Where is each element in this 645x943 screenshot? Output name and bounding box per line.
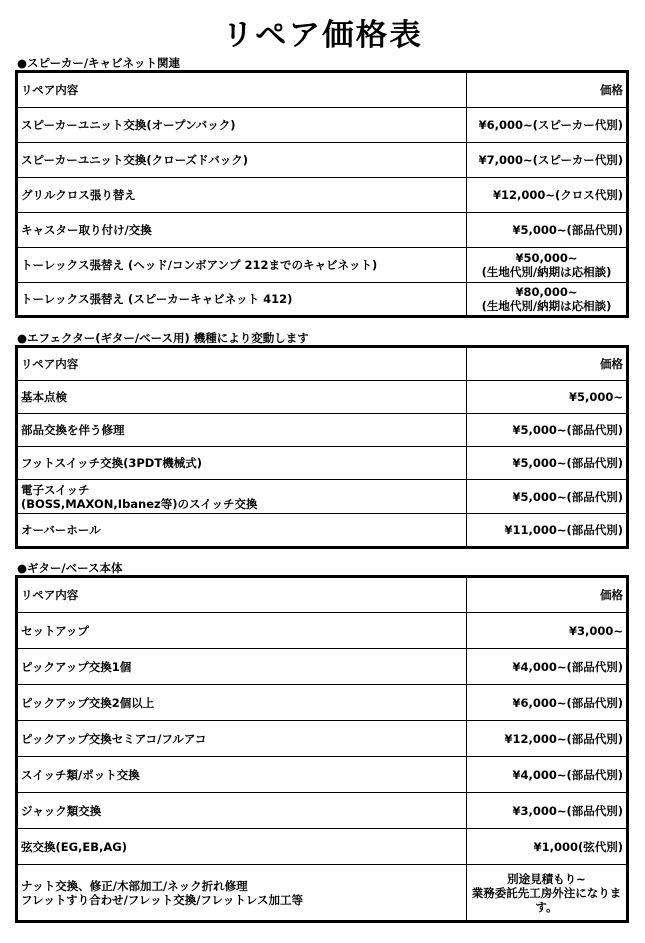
row-item: オーバーホール <box>17 514 467 548</box>
row-price: ¥6,000~(部品代別) <box>467 685 628 721</box>
row-item: スイッチ類/ポット交換 <box>17 757 467 793</box>
row-price: 別途見積もり~ 業務委託先工房外注になります。 <box>467 865 628 922</box>
table-row <box>17 480 628 514</box>
row-price: ¥11,000~(部品代別) <box>467 514 628 548</box>
table-header-row <box>17 72 628 108</box>
row-price: ¥5,000~ <box>467 381 628 414</box>
row-item: キャスター取り付け/交換 <box>17 213 467 248</box>
row-price: ¥80,000~ (生地代別/納期は応相談) <box>467 283 628 317</box>
row-item: ジャック類交換 <box>17 793 467 829</box>
table-row <box>17 649 628 685</box>
table-row <box>17 178 628 213</box>
price-table-speaker <box>15 70 629 318</box>
row-price: ¥6,000~(スピーカー代別) <box>467 108 628 143</box>
table-row <box>17 721 628 757</box>
row-price: ¥5,000~(部品代別) <box>467 447 628 480</box>
row-item: スピーカーユニット交換(オープンバック) <box>17 108 467 143</box>
table-row <box>17 514 628 548</box>
header-price: 価格 <box>467 347 628 381</box>
section-title-effector: ●エフェクター(ギター/ベース用) 機種により変動します <box>17 331 309 345</box>
section-title-speaker: ●スピーカー/キャビネット関連 <box>17 56 181 70</box>
row-price: ¥1,000(弦代別) <box>467 829 628 865</box>
table-row <box>17 143 628 178</box>
page-title: リペア価格表 <box>222 18 423 53</box>
row-item: セットアップ <box>17 613 467 649</box>
row-item: 弦交換(EG,EB,AG) <box>17 829 467 865</box>
table-header-row <box>17 347 628 381</box>
table-row <box>17 283 628 317</box>
row-price: ¥3,000~ <box>467 613 628 649</box>
row-item: トーレックス張替え (スピーカーキャビネット 412) <box>17 283 467 317</box>
table-row <box>17 108 628 143</box>
table-row <box>17 381 628 414</box>
row-price: ¥3,000~(部品代別) <box>467 793 628 829</box>
section-title-guitar: ●ギター/ベース本体 <box>17 561 123 575</box>
row-price: ¥50,000~ (生地代別/納期は応相談) <box>467 248 628 283</box>
row-item: スピーカーユニット交換(クローズドバック) <box>17 143 467 178</box>
row-price: ¥7,000~(スピーカー代別) <box>467 143 628 178</box>
row-price: ¥12,000~(部品代別) <box>467 721 628 757</box>
table-row <box>17 248 628 283</box>
price-table-guitar <box>15 575 629 923</box>
row-item: ナット交換、修正/木部加工/ネック折れ修理 フレットすり合わせ/フレット交換/フレットレス加工等 <box>17 865 467 922</box>
table-row <box>17 757 628 793</box>
row-item: ピックアップ交換1個 <box>17 649 467 685</box>
header-price: 価格 <box>467 72 628 108</box>
row-item: グリルクロス張り替え <box>17 178 467 213</box>
header-price: 価格 <box>467 577 628 613</box>
table-row <box>17 447 628 480</box>
table-row <box>17 685 628 721</box>
row-price: ¥5,000~(部品代別) <box>467 414 628 447</box>
table-header-row <box>17 577 628 613</box>
header-item: リペア内容 <box>17 72 467 108</box>
row-price: ¥4,000~(部品代別) <box>467 649 628 685</box>
row-price: ¥5,000~(部品代別) <box>467 480 628 514</box>
table-row <box>17 793 628 829</box>
table-row <box>17 865 628 922</box>
header-item: リペア内容 <box>17 577 467 613</box>
row-item: 部品交換を伴う修理 <box>17 414 467 447</box>
row-price: ¥4,000~(部品代別) <box>467 757 628 793</box>
table-row <box>17 613 628 649</box>
row-item: 電子スイッチ (BOSS,MAXON,Ibanez等)のスイッチ交換 <box>17 480 467 514</box>
row-item: トーレックス張替え (ヘッド/コンボアンプ 212までのキャビネット) <box>17 248 467 283</box>
price-table-effector <box>15 345 629 549</box>
table-row <box>17 414 628 447</box>
row-item: ピックアップ交換セミアコ/フルアコ <box>17 721 467 757</box>
table-row <box>17 213 628 248</box>
row-price: ¥12,000~(クロス代別) <box>467 178 628 213</box>
header-item: リペア内容 <box>17 347 467 381</box>
row-price: ¥5,000~(部品代別) <box>467 213 628 248</box>
row-item: フットスイッチ交換(3PDT機械式) <box>17 447 467 480</box>
row-item: ピックアップ交換2個以上 <box>17 685 467 721</box>
row-item: 基本点検 <box>17 381 467 414</box>
table-row <box>17 829 628 865</box>
